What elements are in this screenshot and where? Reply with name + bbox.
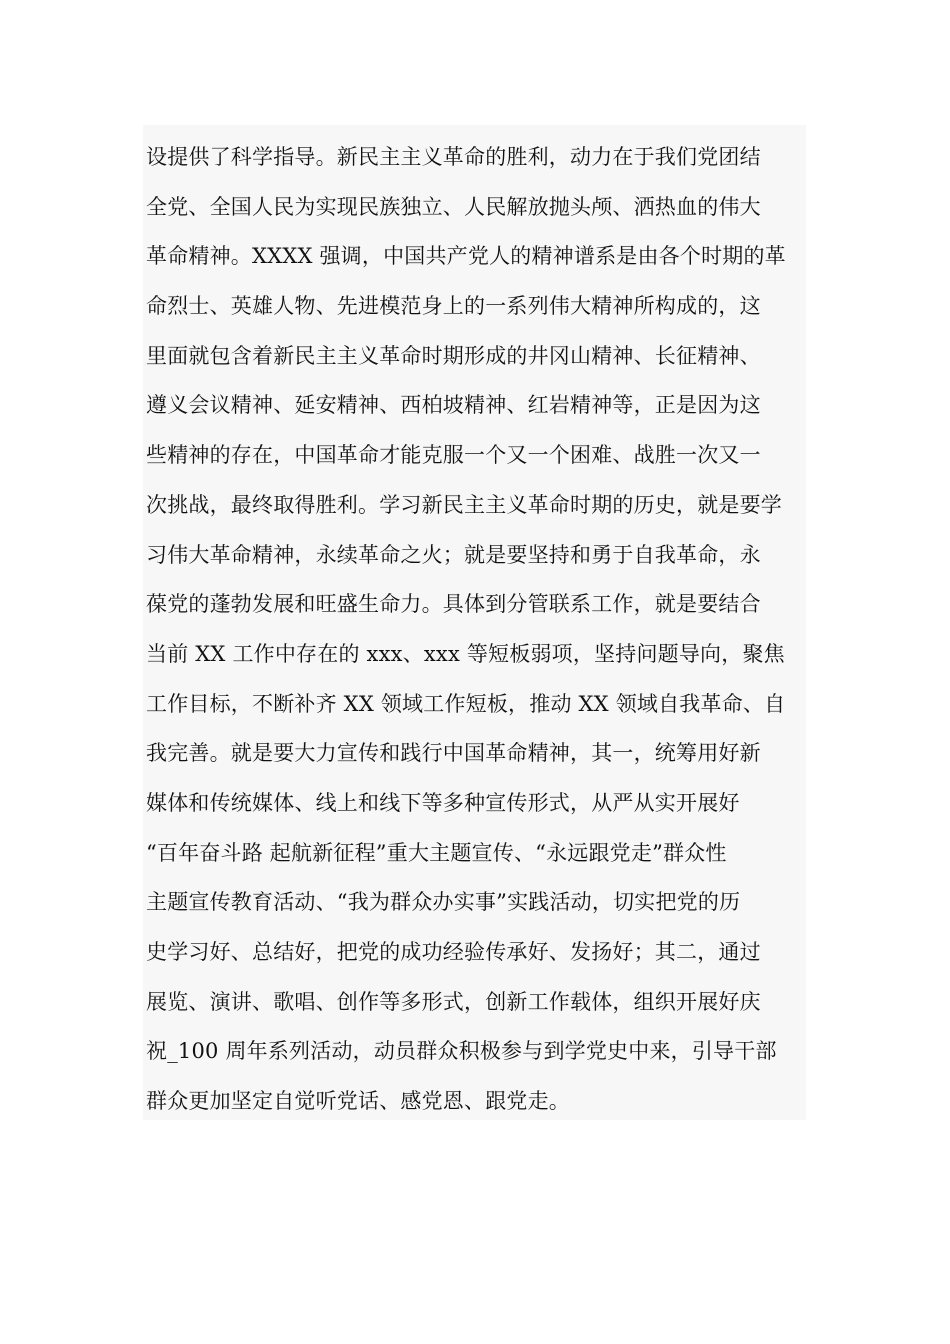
text-line: 葆党的蓬勃发展和旺盛生命力。具体到分管联系工作，就是要结合 — [146, 592, 761, 617]
text-line: 命烈士、英雄人物、先进模范身上的一系列伟大精神所构成的，这 — [146, 294, 761, 319]
text-line: 革命精神。XXXX 强调，中国共产党人的精神谱系是由各个时期的革 — [146, 244, 786, 269]
text-line: 我完善。就是要大力宣传和践行中国革命精神，其一，统筹用好新 — [146, 741, 761, 766]
text-line: 次挑战，最终取得胜利。学习新民主主义革命时期的历史，就是要学 — [146, 492, 782, 517]
text-line: 设提供了科学指导。新民主主义革命的胜利，动力在于我们党团结 — [146, 145, 761, 169]
text-line: 媒体和传统媒体、线上和线下等多种宣传形式，从严从实开展好 — [146, 790, 740, 815]
text-line: 祝_100 周年系列活动，动员群众积极参与到学党史中来，引导干部 — [146, 1039, 777, 1064]
text-line: 史学习好、总结好，把党的成功经验传承好、发扬好；其二，通过 — [146, 940, 761, 964]
text-line: “百年奋斗路 起航新征程”重大主题宣传、“永远跟党走”群众性 — [146, 840, 727, 865]
text-line: 些精神的存在，中国革命才能克服一个又一个困难、战胜一次又一 — [146, 443, 761, 468]
text-line: 当前 XX 工作中存在的 xxx、xxx 等短板弱项，坚持问题导向，聚焦 — [146, 641, 785, 666]
text-line: 全党、全国人民为实现民族独立、人民解放抛头颅、洒热血的伟大 — [146, 194, 761, 219]
text-line: 习伟大革命精神，永续革命之火；就是要坚持和勇于自我革命，永 — [146, 542, 761, 567]
text-line: 主题宣传教育活动、“我为群众办实事”实践活动，切实把党的历 — [146, 890, 741, 915]
body-paragraph — [143, 125, 806, 1120]
text-line: 群众更加坚定自觉听党话、感党恩、跟党走。 — [146, 1089, 570, 1114]
text-line: 展览、演讲、歌唱、创作等多形式，创新工作载体，组织开展好庆 — [146, 989, 761, 1014]
text-line: 遵义会议精神、延安精神、西柏坡精神、红岩精神等，正是因为这 — [146, 393, 761, 418]
text-line: 工作目标，不断补齐 XX 领域工作短板，推动 XX 领域自我革命、自 — [146, 691, 786, 716]
text-line: 里面就包含着新民主主义革命时期形成的井冈山精神、长征精神、 — [146, 343, 761, 368]
